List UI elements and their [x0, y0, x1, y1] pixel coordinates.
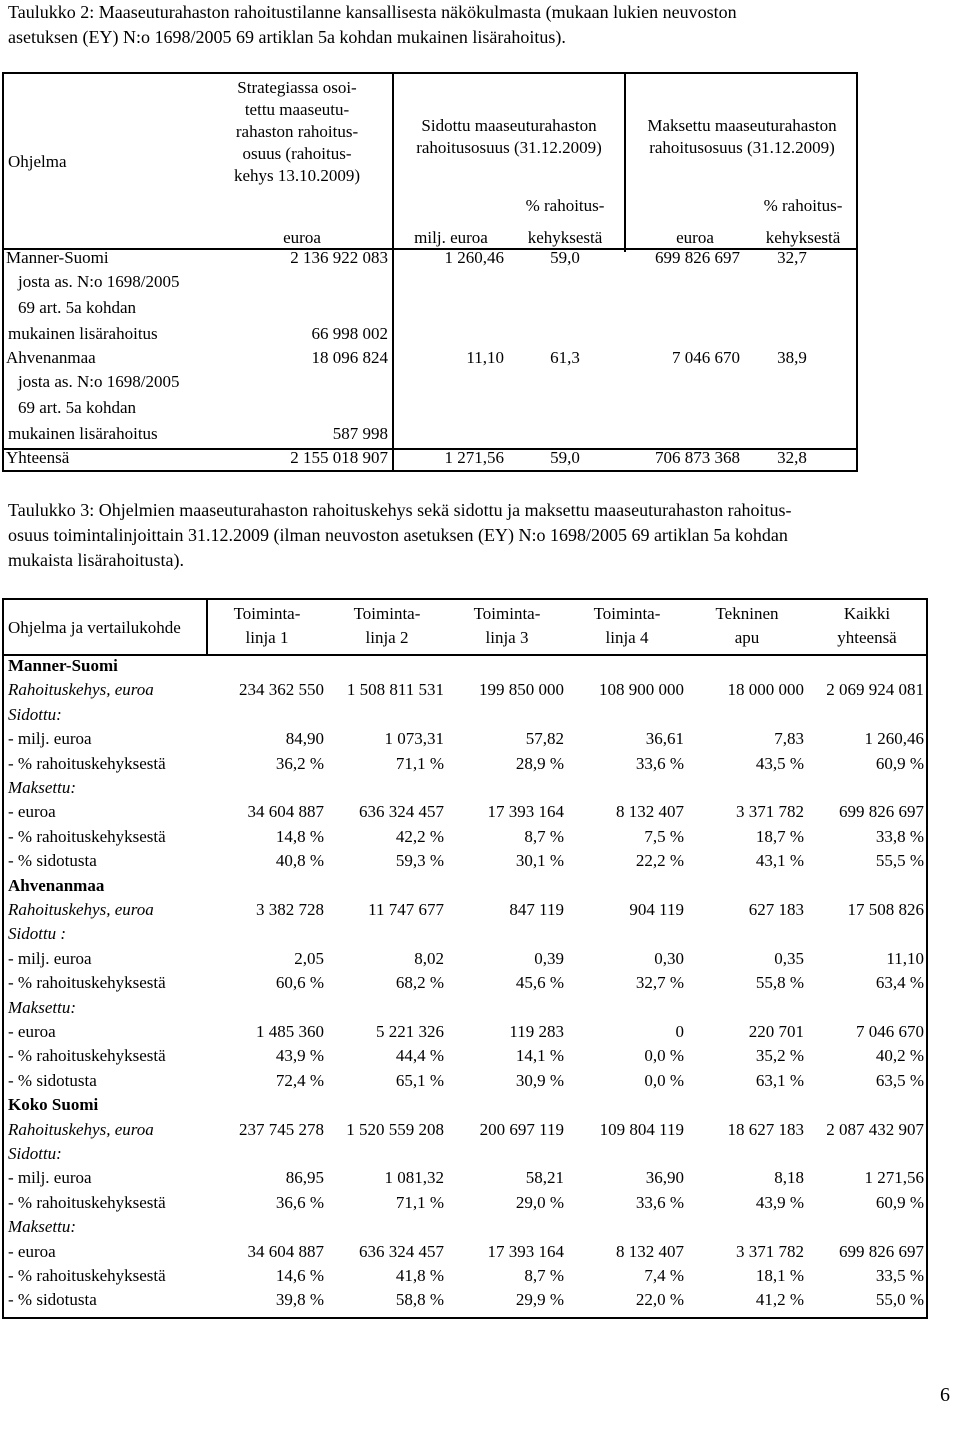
table3-cell: 2,05 — [294, 948, 324, 968]
table3-cell: 40,2 % — [875, 1046, 924, 1066]
table3-row-label: Maksettu: — [8, 778, 76, 797]
table2-cell-euroa: 706 873 368 — [655, 448, 740, 467]
table3-cell: 32,7 % — [635, 973, 684, 993]
table3-cell: 33,6 % — [635, 753, 684, 773]
table2-cell-strategia: 18 096 824 — [311, 348, 388, 367]
table2-row-label: mukainen lisärahoitus — [8, 324, 158, 343]
table3-row-label: - % sidotusta — [8, 1070, 97, 1090]
table3-cell: 30,9 % — [515, 1070, 564, 1090]
table3-cell: 3 371 782 — [736, 1241, 804, 1261]
table3-cell: 35,2 % — [755, 1046, 804, 1066]
table2-row-label: josta as. N:o 1698/2005 — [18, 272, 180, 291]
table2-header-maksettu-line: rahoitusosuus (31.12.2009) — [649, 138, 835, 157]
table3-row-label: - milj. euroa — [8, 1168, 92, 1188]
table3-cell: 7,4 % — [644, 1266, 684, 1285]
table2-header-euroa: euroa — [283, 228, 321, 247]
table2-cell-pct: 61,3 — [550, 348, 580, 367]
table2-header-strategia-line: kehys 13.10.2009) — [233, 166, 361, 185]
table3-cell: 3 382 728 — [256, 900, 324, 919]
table3-cell: 40,8 % — [275, 851, 324, 871]
table3-cell: 60,9 % — [875, 1192, 924, 1212]
table3-cell: 45,6 % — [515, 973, 564, 993]
table3-cell: 63,4 % — [875, 973, 924, 993]
table3-cell: 108 900 000 — [599, 680, 684, 700]
table2-row-label: Ahvenanmaa — [6, 348, 96, 367]
table3-cell: 1 271,56 — [864, 1168, 924, 1188]
table3-cell: 18 000 000 — [727, 680, 804, 700]
table3-cell: 1 485 360 — [256, 1022, 324, 1041]
table2-cell-strategia: 2 155 018 907 — [290, 448, 388, 467]
table2-row-label: Yhteensä — [6, 448, 70, 467]
table3-cell: 636 324 457 — [359, 1241, 444, 1261]
table2-header-strategia-line: rahaston rahoitus- — [235, 122, 359, 141]
table3-header-col-line: linja 1 — [245, 628, 289, 647]
table3-row-label: - euroa — [8, 1022, 56, 1041]
table3-rule — [2, 654, 928, 656]
table2-cell-pct: 59,0 — [550, 448, 580, 467]
table2-caption — [8, 0, 952, 50]
table3-cell: 8,7 % — [524, 826, 564, 846]
table3-cell: 60,6 % — [275, 973, 324, 993]
table3-cell: 8,02 — [414, 948, 444, 968]
table3-cell: 627 183 — [748, 900, 804, 919]
table3-cell: 1 260,46 — [864, 729, 924, 749]
table3-cell: 18 627 183 — [727, 1119, 804, 1139]
table3-row-label: - euroa — [8, 802, 56, 822]
table3-cell: 0,39 — [534, 948, 564, 968]
table2-row-label: 69 art. 5a kohdan — [18, 398, 137, 417]
table3-cell: 58,8 % — [395, 1290, 444, 1310]
table3-cell: 41,2 % — [755, 1290, 804, 1310]
table2-header-strategia-line: tettu maaseutu- — [244, 100, 350, 119]
table2-header-milj: milj. euroa — [414, 228, 488, 247]
table3-cell: 7,83 — [774, 729, 804, 749]
table3-cell: 33,5 % — [875, 1266, 924, 1285]
table2-cell-pct2: 32,8 — [777, 448, 807, 467]
table3-cell: 2 087 432 907 — [826, 1119, 924, 1139]
table3-row-label: Rahoituskehys, euroa — [8, 900, 154, 919]
table3-cell: 34 604 887 — [247, 802, 324, 822]
table3-cell: 199 850 000 — [479, 680, 564, 700]
table3-cell: 8 132 407 — [616, 1241, 684, 1261]
table3-cell: 904 119 — [629, 900, 684, 919]
table3-cell: 22,2 % — [635, 851, 684, 871]
table3-cell: 55,0 % — [875, 1290, 924, 1310]
table3-header-col-line: Toiminta- — [353, 604, 421, 623]
table3-cell: 14,1 % — [515, 1046, 564, 1066]
table3-row-label: - % sidotusta — [8, 851, 97, 871]
table3-cell: 14,8 % — [275, 826, 324, 846]
table3-row-label: Koko Suomi — [8, 1095, 99, 1115]
table3-cell: 0,0 % — [644, 1070, 684, 1090]
table3-cell: 200 697 119 — [479, 1119, 564, 1139]
table3-row-label: - milj. euroa — [8, 948, 92, 968]
table3-cell: 17 393 164 — [487, 1241, 564, 1261]
table3-cell: 43,5 % — [755, 753, 804, 773]
table2-header-euroa2: euroa — [676, 228, 714, 247]
table3-header-col-line: yhteensä — [837, 628, 897, 647]
table2-header-pct-line: kehyksestä — [527, 228, 603, 247]
table2-header-pct-line: % rahoitus- — [525, 196, 605, 215]
table3-header-col-line: Kaikki — [843, 604, 891, 623]
table3-cell: 72,4 % — [275, 1070, 324, 1090]
table2-header-ohjelma: Ohjelma — [8, 152, 67, 171]
table3-cell: 60,9 % — [875, 753, 924, 773]
table3-cell: 29,0 % — [515, 1192, 564, 1212]
table3-header-col-line: Toiminta- — [593, 604, 661, 623]
table3-row-label: Rahoituskehys, euroa — [8, 1119, 154, 1139]
table3-cell: 5 221 326 — [376, 1022, 444, 1041]
table3-cell: 59,3 % — [395, 851, 444, 871]
table3-cell: 28,9 % — [515, 753, 564, 773]
table3-row-label: - milj. euroa — [8, 729, 92, 749]
table3-cell: 3 371 782 — [736, 802, 804, 822]
table3-cell: 36,2 % — [275, 753, 324, 773]
table3-cell: 33,6 % — [635, 1192, 684, 1212]
table3-cell: 55,5 % — [875, 851, 924, 871]
table3-cell: 68,2 % — [395, 973, 444, 993]
table3-cell: 1 508 811 531 — [346, 680, 444, 700]
table3-cell: 22,0 % — [635, 1290, 684, 1310]
table2-cell-strategia: 66 998 002 — [311, 324, 388, 343]
table3-cell: 7 046 670 — [856, 1022, 924, 1041]
table2-header-strategia-line: osuus (rahoitus- — [242, 144, 352, 163]
table2-row-label: mukainen lisärahoitus — [8, 424, 158, 443]
page-number: 6 — [940, 1384, 950, 1406]
table3-caption-line1: Taulukko 3: Ohjelmien maaseuturahaston rahoituskehys sekä sidottu ja maksettu maaseuturahaston rahoitus- — [8, 500, 792, 520]
table2-header-sidottu-line: rahoitusosuus (31.12.2009) — [416, 138, 602, 157]
table2-header-maksettu-line: Maksettu maaseuturahaston — [647, 116, 837, 135]
table3-cell: 11,10 — [886, 948, 924, 968]
table3-cell: 18,7 % — [755, 826, 804, 846]
table3-row-label: - % rahoituskehyksestä — [8, 973, 166, 993]
table2-cell-pct: 59,0 — [550, 248, 580, 267]
table3-cell: 30,1 % — [515, 851, 564, 871]
table3-row-label: - % rahoituskehyksestä — [8, 753, 166, 773]
table3-cell: 8,18 — [774, 1168, 804, 1188]
table3-row-label: Maksettu: — [8, 997, 76, 1017]
table3-cell: 1 520 559 208 — [346, 1119, 444, 1139]
table3-cell: 237 745 278 — [239, 1119, 324, 1139]
table2-header-strategia-line: Strategiassa osoi- — [237, 78, 357, 97]
table3-row-label: Rahoituskehys, euroa — [8, 680, 154, 700]
table3-cell: 65,1 % — [395, 1070, 444, 1090]
table3-header-ohjelma: Ohjelma ja vertailukohde — [8, 618, 181, 637]
table3-cell: 18,1 % — [755, 1266, 804, 1285]
table2-cell-pct2: 32,7 — [777, 248, 807, 267]
table3-cell: 44,4 % — [395, 1046, 444, 1066]
table3-cell: 34 604 887 — [247, 1241, 324, 1261]
table2-caption-line2: asetuksen (EY) N:o 1698/2005 69 artiklan 5a kohdan mukainen lisärahoitus). — [8, 27, 566, 47]
table3-row-label: Sidottu : — [8, 924, 67, 944]
table2-header-sidottu-line: Sidottu maaseuturahaston — [421, 116, 597, 135]
table3-cell: 109 804 119 — [599, 1119, 684, 1139]
table2-cell-milj: 11,10 — [466, 348, 504, 367]
table3-cell: 17 508 826 — [847, 900, 924, 919]
table3-cell: 57,82 — [525, 729, 564, 749]
table3-cell: 119 283 — [509, 1022, 564, 1041]
table3-cell: 2 069 924 081 — [826, 680, 924, 700]
table3-cell: 0,30 — [654, 948, 684, 968]
table3-cell: 36,90 — [645, 1168, 684, 1188]
table2-row-label: Manner-Suomi — [6, 248, 109, 267]
table2-cell-milj: 1 271,56 — [444, 448, 504, 467]
table3-cell: 0,0 % — [644, 1046, 684, 1066]
table3-caption-line3: mukaista lisärahoitusta). — [8, 550, 184, 570]
table3-row-label: Sidottu: — [8, 704, 62, 724]
table3-cell: 234 362 550 — [239, 680, 324, 700]
table2-cell-strategia: 587 998 — [332, 424, 388, 443]
table2-cell-euroa: 699 826 697 — [655, 248, 740, 267]
table3-cell: 36,61 — [645, 729, 684, 749]
table3-caption — [8, 498, 952, 573]
table2-caption-line1: Taulukko 2: Maaseuturahaston rahoitustilanne kansallisesta näkökulmasta (mukaan lukien neuvoston — [8, 2, 737, 22]
table3-cell: 36,6 % — [275, 1192, 324, 1212]
table3-row-label: - % rahoituskehyksestä — [8, 1046, 166, 1066]
table3-row-label: Sidottu: — [8, 1144, 62, 1163]
table3-cell: 43,9 % — [275, 1046, 324, 1066]
table3-row-label: Manner-Suomi — [8, 656, 118, 675]
table2-header-pct2-line: kehyksestä — [765, 228, 841, 247]
table3-cell: 11 747 677 — [368, 900, 444, 919]
table3-header-col-line: Tekninen — [715, 604, 779, 623]
table3-cell: 699 826 697 — [839, 802, 924, 822]
table2-cell-euroa: 7 046 670 — [672, 348, 740, 367]
table3-cell: 42,2 % — [395, 826, 444, 846]
table3-caption-line2: osuus toimintalinjoittain 31.12.2009 (ilman neuvoston asetuksen (EY) N:o 1698/2005 69 artiklan 5a kohdan — [8, 525, 788, 545]
table3-cell: 0,35 — [774, 948, 804, 968]
table3-cell: 63,5 % — [875, 1070, 924, 1090]
table3-cell: 847 119 — [509, 900, 564, 919]
table3-cell: 55,8 % — [755, 973, 804, 993]
table3-cell: 71,1 % — [395, 753, 444, 773]
table2-row-label: 69 art. 5a kohdan — [18, 298, 137, 317]
table3-row-label: - % rahoituskehyksestä — [8, 826, 166, 846]
table3-header-col-line: apu — [734, 628, 760, 647]
table3-cell: 636 324 457 — [359, 802, 444, 822]
table3-cell: 33,8 % — [875, 826, 924, 846]
table3-row-label: Ahvenanmaa — [8, 875, 105, 895]
table3-cell: 71,1 % — [395, 1192, 444, 1212]
table3-cell: 41,8 % — [395, 1266, 444, 1285]
table3-cell: 14,6 % — [275, 1266, 324, 1285]
table3-cell: 699 826 697 — [839, 1241, 924, 1261]
table2-row-label: josta as. N:o 1698/2005 — [18, 372, 180, 391]
table3-row-label: - % rahoituskehyksestä — [8, 1192, 166, 1212]
table3-cell: 220 701 — [748, 1022, 804, 1041]
table3-cell: 84,90 — [285, 729, 324, 749]
table3-cell: 17 393 164 — [487, 802, 564, 822]
table3-cell: 1 073,31 — [384, 729, 444, 749]
table3-cell: 43,1 % — [755, 851, 804, 871]
table3-row-label: Maksettu: — [8, 1217, 76, 1237]
table2-divider — [624, 72, 626, 252]
table3-header-col-line: linja 3 — [485, 628, 529, 647]
table3-cell: 7,5 % — [644, 826, 684, 846]
table3-header-col-line: Toiminta- — [473, 604, 541, 623]
table2-cell-pct2: 38,9 — [777, 348, 807, 367]
table3-row-label: - euroa — [8, 1241, 56, 1261]
table3-cell: 1 081,32 — [384, 1168, 444, 1188]
table3-cell: 29,9 % — [515, 1290, 564, 1310]
table3-cell: 86,95 — [285, 1168, 324, 1188]
table3-header-col-line: linja 2 — [365, 628, 409, 647]
table3-cell: 43,9 % — [755, 1192, 804, 1212]
table3-header-col-line: Toiminta- — [233, 604, 301, 623]
table3-header-col-line: linja 4 — [605, 628, 649, 647]
table3-cell: 39,8 % — [275, 1290, 324, 1310]
table3-row-label: - % sidotusta — [8, 1290, 97, 1310]
table2-header-pct2-line: % rahoitus- — [763, 196, 843, 215]
table2-cell-milj: 1 260,46 — [444, 248, 504, 267]
table3-cell: 58,21 — [525, 1168, 564, 1188]
table3-cell: 0 — [675, 1022, 684, 1041]
table3-cell: 8,7 % — [524, 1266, 564, 1285]
table3-cell: 8 132 407 — [616, 802, 684, 822]
table3-cell: 63,1 % — [755, 1070, 804, 1090]
table3-row-label: - % rahoituskehyksestä — [8, 1266, 166, 1285]
table2-cell-strategia: 2 136 922 083 — [290, 248, 388, 267]
